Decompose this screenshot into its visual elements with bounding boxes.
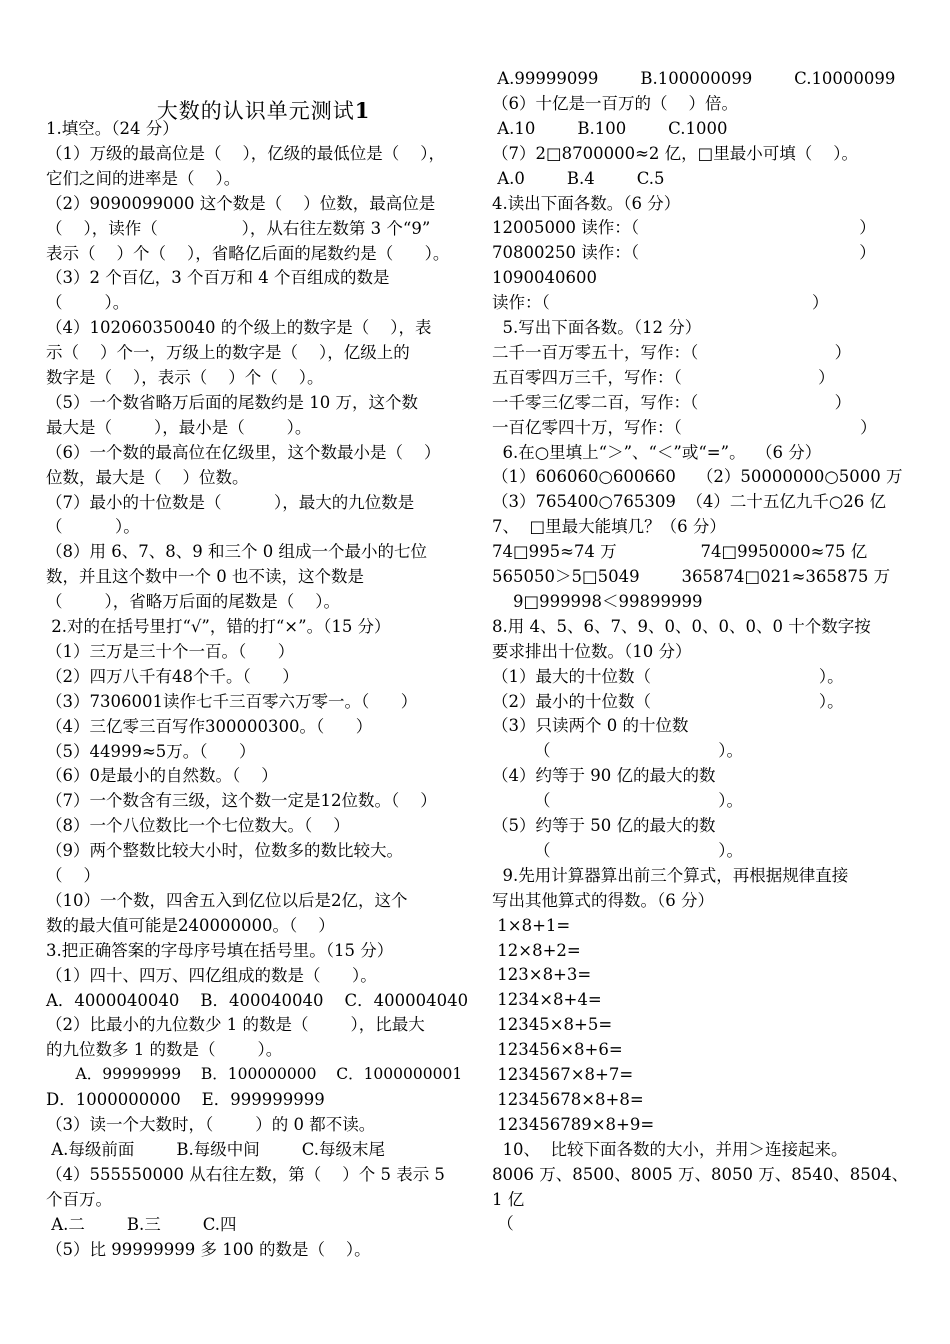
left-line: （4）555550000 从右往左数，第（ ）个 5 表示 5 [46, 1164, 445, 1184]
right-line: 读作：（ ） [492, 293, 829, 313]
right-line: 12005000 读作：（ ） [492, 218, 876, 238]
right-line: 一百亿零四十万，写作：（ ） [492, 417, 877, 437]
right-line: （5）约等于 50 亿的最大的数 [492, 816, 716, 835]
right-line: 565050＞5□5049 365874□021≈365875 万 [492, 567, 891, 586]
left-line: 2.对的在括号里打“√”，错的打“×”。（15 分） [46, 617, 391, 636]
left-line: A.每级前面 B.每级中间 C.每级末尾 [46, 1139, 385, 1159]
left-line: （6）0是最小的自然数。（ ） [46, 766, 278, 786]
right-line: 123456789×8+9= [492, 1114, 655, 1134]
left-line: （ ） [46, 866, 100, 885]
left-line: （5）44999≈5万。（ ） [46, 741, 256, 761]
right-line: 12345×8+5= [492, 1015, 613, 1035]
right-line: 1234567×8+7= [492, 1065, 634, 1084]
right-line: A.10 B.100 C.1000 [492, 118, 728, 138]
page-title-number: 1 [354, 98, 371, 123]
left-line: （ ），省略万后面的尾数是（ ）。 [46, 592, 340, 612]
right-line: （1）606060○600660 （2）50000000○5000 万 [492, 467, 903, 487]
right-line: 4.读出下面各数。（6 分） [492, 193, 681, 213]
right-line: 一千零三亿零二百，写作：（ ） [492, 392, 852, 412]
right-line: 1234×8+4= [492, 990, 602, 1010]
left-line: （1）三万是三十个一百。（ ） [46, 641, 295, 661]
left-line: D．1000000000 E．999999999 [46, 1090, 325, 1110]
right-line: （ ）。 [492, 840, 744, 860]
left-line: （5）比 99999999 多 100 的数是（ ）。 [46, 1239, 371, 1259]
right-line: 7、 □里最大能填几？（6 分） [492, 517, 726, 537]
left-line: （8）用 6、7、8、9 和三个 0 组成一个最小的七位 [46, 542, 427, 562]
right-line: 五百零四万三千，写作：（ ） [492, 367, 835, 387]
page-title-text: 大数的认识单元测试 [156, 99, 355, 123]
right-line: 9.先用计算器算出前三个算式，再根据规律直接 [492, 865, 849, 885]
right-line: （ ）。 [492, 791, 744, 811]
left-line: （1）四十、四万、四亿组成的数是（ ）。 [46, 965, 377, 985]
right-line: 12×8+2= [492, 940, 581, 960]
left-line: A．99999999 B．100000000 C．1000000001 [46, 1065, 463, 1084]
left-line: （9）两个整数比较大小时，位数多的数比较大。 [46, 841, 403, 861]
left-line: （3）7306001读作七千三百零六万零一。（ ） [46, 691, 418, 711]
right-line: （ [492, 1214, 514, 1234]
left-line: （8）一个八位数比一个七位数大。（ ） [46, 816, 350, 836]
left-line: 数字是（ ），表示（ ）个（ ）。 [46, 368, 324, 387]
right-line: （7）2□8700000≈2 亿，□里最小可填（ ）。 [492, 143, 858, 163]
right-line: （1）最大的十位数（ ）。 [492, 666, 844, 686]
left-line: 的九位数多 1 的数是（ ）。 [46, 1040, 283, 1060]
left-line: （2）四万八千有48个千。（ ） [46, 666, 299, 686]
left-line: 3.把正确答案的字母序号填在括号里。（15 分） [46, 940, 394, 960]
left-line: （ ），读作（ ），从右往左数第 3 个“9” [46, 218, 431, 238]
left-line: （3）读一个大数时，（ ）的 0 都不读。 [46, 1115, 376, 1134]
right-line: （3）只读两个 0 的十位数 [492, 716, 689, 736]
left-line: （5）一个数省略万后面的尾数约是 10 万，这个数 [46, 392, 418, 412]
right-line: 1090040600 [492, 268, 597, 288]
right-line: 6.在○里填上“＞”、“＜”或“=”。 （6 分） [492, 442, 822, 462]
right-line: 要求排出十位数。（10 分） [492, 641, 692, 661]
left-line: 1.填空。（24 分） [46, 119, 179, 138]
left-line: 最大是（ ），最小是（ ）。 [46, 417, 312, 437]
right-line: （4）约等于 90 亿的最大的数 [492, 766, 716, 786]
right-line: 74□995≈74 万 74□9950000≈75 亿 [492, 542, 868, 562]
right-line: 5.写出下面各数。（12 分） [492, 318, 702, 337]
left-line: （10）一个数，四舍五入到亿位以后是2亿，这个 [46, 890, 408, 910]
right-line: 123456×8+6= [492, 1040, 623, 1060]
right-line: 8006 万、8500、8005 万、8050 万、8540、8504、 [492, 1164, 909, 1184]
left-line: 表示（ ）个（ ），省略亿后面的尾数约是（ ）。 [46, 243, 450, 263]
right-line: 9□999998＜99899999 [492, 591, 703, 611]
left-line: （1）万级的最高位是（ ），亿级的最低位是（ ）， [46, 143, 445, 163]
right-line: （2）最小的十位数（ ）。 [492, 691, 844, 711]
right-line: 写出其他算式的得数。（6 分） [492, 890, 714, 910]
left-line: A.二 B.三 C.四 [46, 1214, 237, 1234]
left-line: （2）比最小的九位数少 1 的数是（ ），比最大 [46, 1015, 425, 1035]
left-line: （6）一个数的最高位在亿级里，这个数最小是（ ） [46, 442, 441, 462]
left-line: 它们之间的进率是（ ）。 [46, 168, 241, 188]
right-line: （3）765400○765309 （4）二十五亿九千○26 亿 [492, 492, 886, 512]
right-line: 1 亿 [492, 1189, 525, 1209]
left-line: 位数，最大是（ ）位数。 [46, 467, 249, 487]
right-line: 10、 比较下面各数的大小，并用＞连接起来。 [492, 1139, 848, 1159]
left-line: （ ）。 [46, 517, 140, 537]
right-line: 8.用 4、5、6、7、9、0、0、0、0、0 十个数字按 [492, 616, 871, 636]
left-line: 个百万。 [46, 1189, 112, 1209]
right-line: 二千一百万零五十，写作：（ ） [492, 342, 852, 362]
right-line: A.99999099 B.100000099 C.10000099 [492, 69, 896, 88]
left-line: （7）一个数含有三级，这个数一定是12位数。（ ） [46, 791, 437, 811]
right-line: 123×8+3= [492, 965, 592, 985]
left-line: （ ）。 [46, 293, 130, 313]
left-line: （2）9090099000 这个数是（ ）位数，最高位是 [46, 193, 436, 213]
left-line: 数的最大值可能是240000000。（ ） [46, 915, 335, 935]
right-line: A.0 B.4 C.5 [492, 168, 665, 188]
left-line: 示（ ）个一，万级上的数字是（ ），亿级上的 [46, 343, 410, 363]
left-line: （7）最小的十位数是（ ），最大的九位数是 [46, 492, 415, 512]
right-line: 12345678×8+8= [492, 1089, 644, 1109]
left-line: （3）2 个百亿，3 个百万和 4 个百组成的数是 [46, 268, 390, 288]
right-line: （ ）。 [492, 741, 744, 761]
left-line: A．4000040040 B．400040040 C．400004040 [46, 990, 469, 1010]
left-line: （4）102060350040 的个级上的数字是（ ），表 [46, 318, 432, 338]
right-line: 1×8+1= [492, 915, 571, 935]
right-line: （6）十亿是一百万的（ ）倍。 [492, 93, 738, 113]
left-line: （4）三亿零三百写作300000300。（ ） [46, 716, 373, 736]
left-line: 数，并且这个数中一个 0 也不读，这个数是 [46, 567, 364, 587]
right-line: 70800250 读作：（ ） [492, 243, 876, 263]
